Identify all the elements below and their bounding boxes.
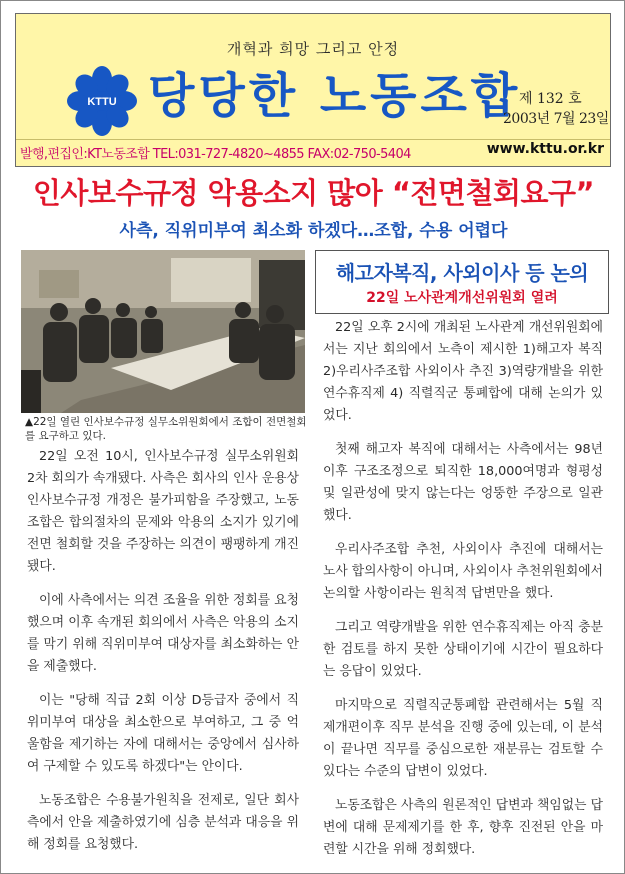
side-article-paragraph: 그리고 역량개발을 위한 연수휴직제는 아직 충분한 검토를 하지 못한 상태이기에 시간이 필요하다는 응답이 있었다. [323, 620, 603, 679]
side-article-paragraph: 마지막으로 직렬직군통폐합 관련해서는 5월 직제개편이후 직무 분석을 진행 중에 있는데, 이 분석이 끝나면 직무를 중심으로한 재분류는 검토할 수 있다는 수준의 답변이 있었다. [323, 698, 603, 779]
paper-title: 당당한 노동조합 [148, 68, 522, 124]
side-article-paragraph: 첫째 해고자 복직에 대해서는 사측에서는 98년 이후 구조조정으로 퇴직한 18,000여명과 형평성 및 일관성에 맞지 않는다는 엉뚱한 주장으로 일관했다. [323, 442, 603, 523]
side-article-header [315, 250, 609, 314]
article-paragraph: 노동조합은 수용불가원칙을 전제로, 일단 회사측에서 안을 제출하였기에 심층 분석과 대응을 위해 정회를 요청했다. [27, 793, 299, 852]
article-paragraph: 22일 오전 10시, 인사보수규정 실무소위원회 2차 회의가 속개됐다. 사측은 회사의 인사 운용상 인사보수규정 개정은 불가피함을 주장했고, 노동조합은 합의절차의 문제와 악용의 소지가 있기에 전면 철회할 것을 주장하는 의견이 팽팽하게 개진됐다. [27, 449, 299, 574]
masthead [15, 13, 611, 167]
publisher-info-bar [16, 139, 610, 164]
website-link[interactable]: www.kttu.or.kr [486, 141, 604, 157]
main-subhead: 사측, 직위미부여 최소화 하겠다…조합, 수용 어렵다 [119, 221, 508, 241]
side-article-paragraph: 22일 오후 2시에 개최된 노사관계 개선위원회에서는 지난 회의에서 노측이 제시한 1)해고자 복직 2)우리사주조합 사외이사 추진 3)역량개발을 위한 연수휴직제 4) 직렬직군 통폐합에 대해 논의가 있었다. [323, 320, 603, 423]
side-article-subtitle: 22일 노사관계개선위원회 열려 [366, 290, 558, 306]
article-paragraph: 이에 사측에서는 의견 조율을 위한 정회를 요청했으며 이후 속개된 회의에서 사측은 악용의 소지를 막기 위해 직위미부여 대상자를 최소화하는 안을 제출했다. [27, 593, 299, 674]
issue-number: 제 132 호 [519, 91, 582, 107]
issue-date: 2003년 7월 23일 [503, 111, 609, 127]
main-headline: 인사보수규정 악용소지 많아 “전면철회요구” [32, 176, 595, 210]
photo-caption: ▲22일 열린 인사보수규정 실무소위원회에서 조합이 전면철회를 요구하고 있다. [25, 416, 307, 442]
side-article-title: 해고자복직, 사외이사 등 논의 [335, 261, 589, 285]
slogan: 개혁과 희망 그리고 안정 [226, 40, 400, 58]
meeting-photo [21, 250, 305, 413]
side-article-paragraph: 노동조합은 사측의 원론적인 답변과 책임없는 답변에 대해 문제제기를 한 후, 향후 진전된 안을 마련할 시간을 위해 정회했다. [323, 798, 603, 857]
publisher-info: 발행,편집인:KT노동조합 TEL:031-727-4820~4855 FAX:02-750-5404 [20, 147, 411, 162]
article-paragraph: 이는 "당해 직급 2회 이상 D등급자 중에서 직위미부여 대상을 최소한으로 부여하고, 그 중 억울함을 제기하는 자에 대해서는 중앙에서 심사하여 구제할 수 있도록 하겠다"는 안이다. [27, 693, 299, 774]
main-article-body [27, 446, 299, 868]
kttu-logo [67, 66, 137, 136]
side-article-body [323, 317, 603, 873]
side-article-paragraph: 우리사주조합 추천, 사외이사 추진에 대해서는 노사 합의사항이 아니며, 사외이사 추천위원회에서 논의할 사항이라는 원칙적 답변만을 했다. [323, 542, 603, 601]
logo-text: KTTU [87, 96, 117, 108]
